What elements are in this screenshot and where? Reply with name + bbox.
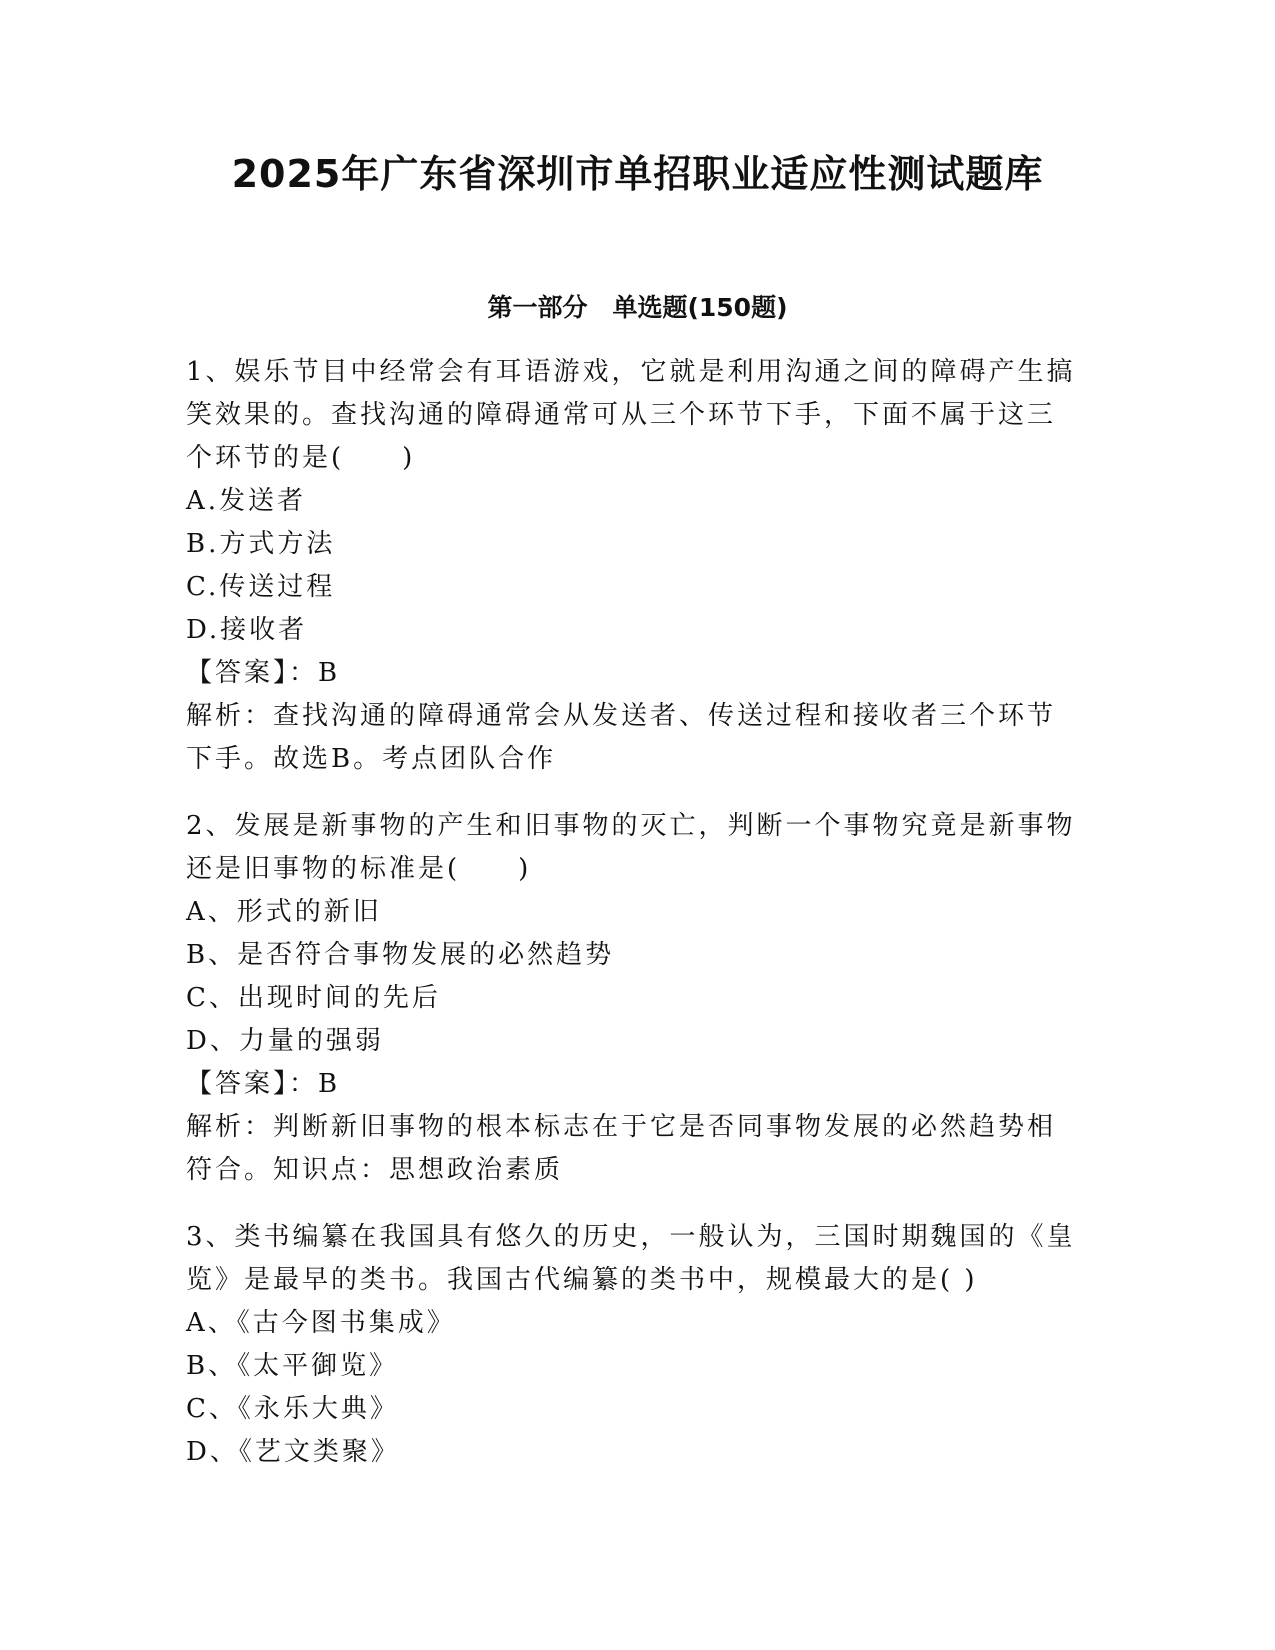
option-b: B.方式方法 [186,529,336,559]
answer: 【答案】：B [186,658,341,688]
option-a: A、形式的新旧 [186,897,382,927]
analysis-line: 解析：判断新旧事物的根本标志在于它是否同事物发展的必然趋势相 [186,1112,1057,1142]
option-c: C、《永乐大典》 [186,1394,399,1424]
stem-line: 2、发展是新事物的产生和旧事物的灭亡，判断一个事物究竟是新事物 [186,811,1076,841]
option-c: C.传送过程 [186,572,336,602]
stem-line: 览》是最早的类书。我国古代编纂的类书中，规模最大的是( ) [186,1265,978,1295]
question-1 [186,351,1086,781]
option-d: D.接收者 [186,615,308,645]
analysis-line: 符合。知识点：思想政治素质 [186,1155,564,1185]
question-3 [186,1216,1086,1474]
stem-line: 笑效果的。查找沟通的障碍通常可从三个环节下手，下面不属于这三 [186,400,1057,430]
question-stem [186,351,1086,480]
answer: 【答案】：B [186,1069,341,1099]
question-2 [186,805,1086,1192]
analysis-line: 解析：查找沟通的障碍通常会从发送者、传送过程和接收者三个环节 [186,701,1057,731]
question-stem [186,805,1086,891]
option-b: B、《太平御览》 [186,1351,399,1381]
document-title: 2025年广东省深圳市单招职业适应性测试题库 [231,152,1044,196]
option-b: B、是否符合事物发展的必然趋势 [186,940,615,970]
analysis-line: 下手。故选B。考点团队合作 [186,744,557,774]
option-a: A.发送者 [186,486,307,516]
stem-line: 3、类书编纂在我国具有悠久的历史，一般认为，三国时期魏国的《皇 [186,1222,1076,1252]
option-a: A、《古今图书集成》 [186,1308,456,1338]
section-title: 第一部分 单选题(150题) [487,293,788,322]
option-c: C、出现时间的先后 [186,983,441,1013]
question-list [186,351,1086,1474]
stem-line: 还是旧事物的标准是( ) [186,854,532,884]
question-stem [186,1216,1086,1302]
option-d: D、《艺文类聚》 [186,1437,400,1467]
option-d: D、力量的强弱 [186,1026,384,1056]
stem-line: 个环节的是( ) [186,443,416,473]
stem-line: 1、娱乐节目中经常会有耳语游戏，它就是利用沟通之间的障碍产生搞 [186,357,1076,387]
